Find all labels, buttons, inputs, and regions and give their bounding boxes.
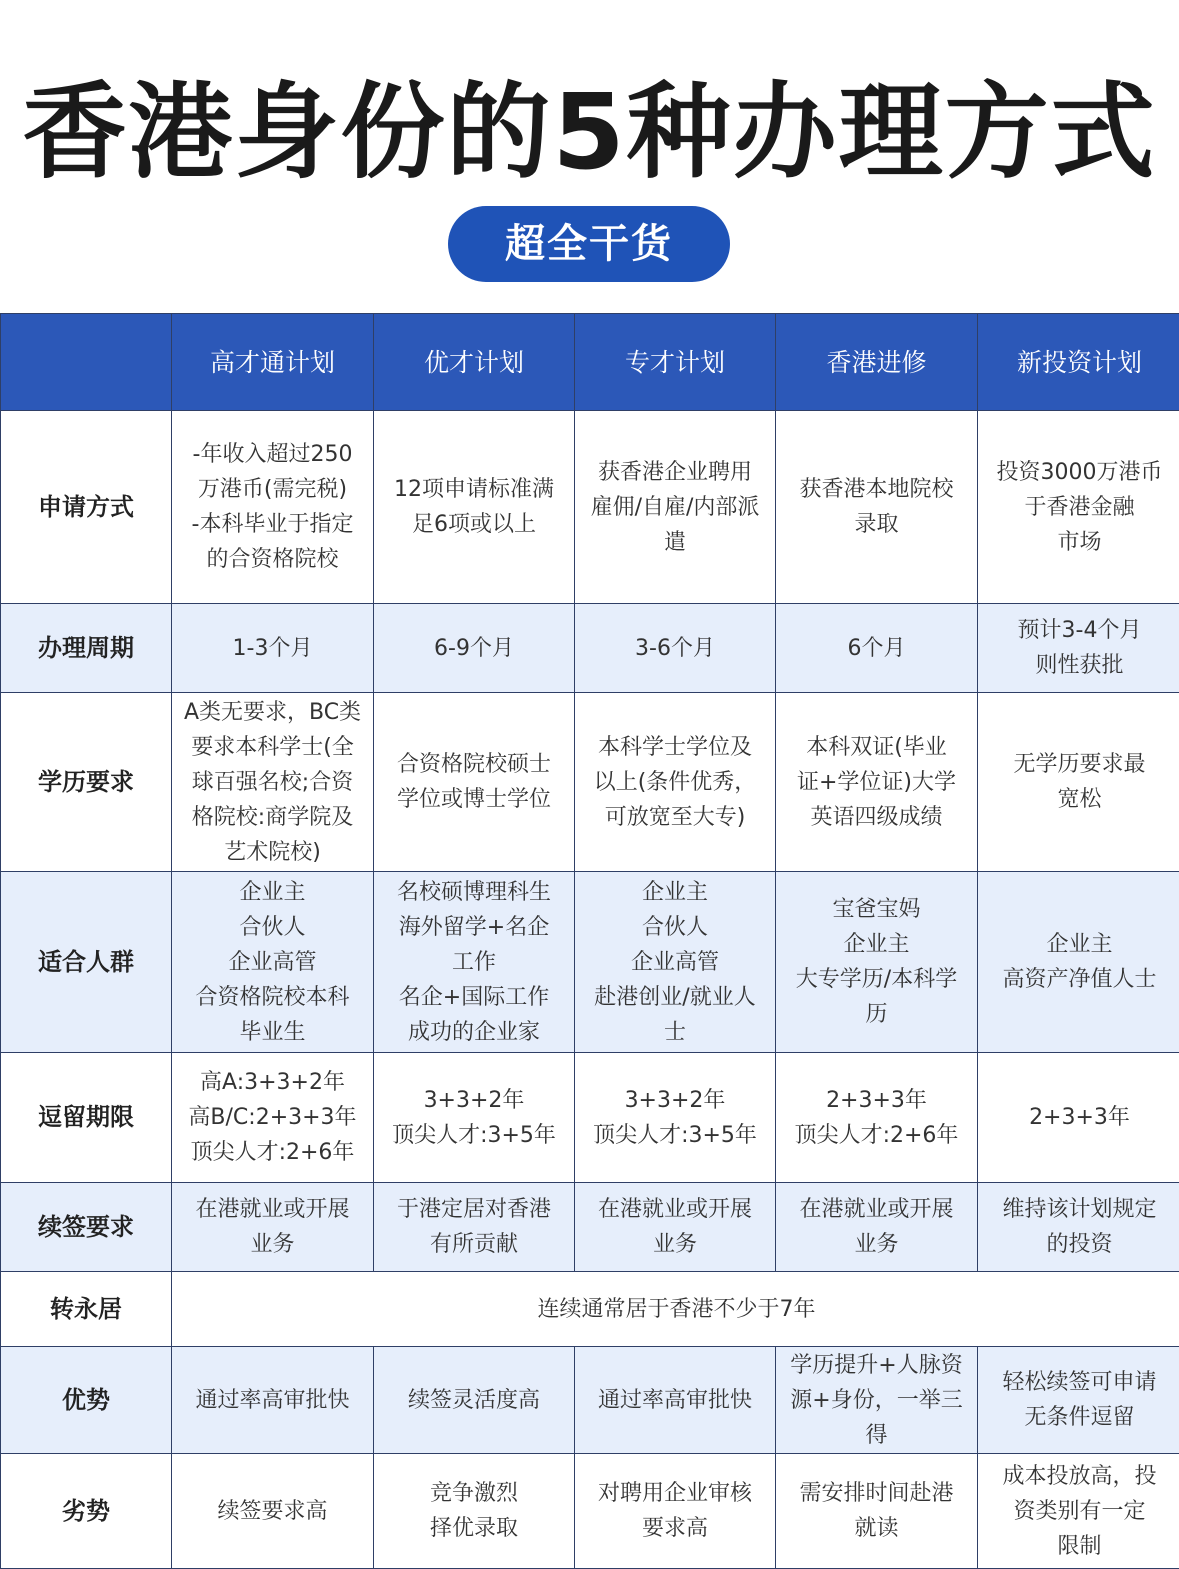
table-row [1, 1183, 1179, 1272]
table-cell: 投资3000万港币 于香港金融 市场 [978, 411, 1179, 604]
table-cell: 通过率高审批快 [575, 1347, 776, 1454]
table-cell: 本科学士学位及 以上(条件优秀， 可放宽至大专) [575, 693, 776, 872]
table-cell: 在港就业或开展 业务 [776, 1183, 978, 1272]
table-cell: 3-6个月 [575, 604, 776, 693]
table-row [1, 693, 1179, 872]
table-cell: 3+3+2年 顶尖人才:3+5年 [374, 1053, 575, 1183]
table-row [1, 411, 1179, 604]
table-cell: 1-3个月 [172, 604, 374, 693]
table-cell: 无学历要求最 宽松 [978, 693, 1179, 872]
table-row [1, 604, 1179, 693]
column-header: 新投资计划 [978, 314, 1179, 411]
table-cell: 在港就业或开展 业务 [575, 1183, 776, 1272]
table-cell: 6个月 [776, 604, 978, 693]
row-header: 适合人群 [1, 872, 172, 1053]
column-header: 专才计划 [575, 314, 776, 411]
table-cell: 名校硕博理科生 海外留学+名企 工作 名企+国际工作 成功的企业家 [374, 872, 575, 1053]
table-cell: 宝爸宝妈 企业主 大专学历/本科学 历 [776, 872, 978, 1053]
row-header: 优势 [1, 1347, 172, 1454]
table-cell: 企业主 合伙人 企业高管 合资格院校本科 毕业生 [172, 872, 374, 1053]
table-cell: 2+3+3年 顶尖人才:2+6年 [776, 1053, 978, 1183]
table-cell: 需安排时间赴港 就读 [776, 1454, 978, 1569]
row-header: 学历要求 [1, 693, 172, 872]
page-title: 香港身份的5种办理方式 [0, 72, 1179, 192]
table-cell: 12项申请标准满 足6项或以上 [374, 411, 575, 604]
table-row [1, 1053, 1179, 1183]
table-cell: 合资格院校硕士 学位或博士学位 [374, 693, 575, 872]
table-row [1, 1347, 1179, 1454]
table-row [1, 1272, 1179, 1347]
column-header: 香港进修 [776, 314, 978, 411]
table-cell: 6-9个月 [374, 604, 575, 693]
row-header: 转永居 [1, 1272, 172, 1347]
column-header: 高才通计划 [172, 314, 374, 411]
row-header: 逗留期限 [1, 1053, 172, 1183]
table-cell: 获香港企业聘用 雇佣/自雇/内部派 遣 [575, 411, 776, 604]
comparison-table [0, 313, 1179, 1569]
table-cell: 2+3+3年 [978, 1053, 1179, 1183]
table-cell: 高A:3+3+2年 高B/C:2+3+3年 顶尖人才:2+6年 [172, 1053, 374, 1183]
table-row [1, 872, 1179, 1053]
table-cell: 成本投放高，投 资类别有一定 限制 [978, 1454, 1179, 1569]
table-cell: 维持该计划规定 的投资 [978, 1183, 1179, 1272]
table-row [1, 1454, 1179, 1569]
table-cell: 通过率高审批快 [172, 1347, 374, 1454]
table-header-row [1, 314, 1179, 411]
table-cell: 学历提升+人脉资 源+身份，一举三 得 [776, 1347, 978, 1454]
row-header: 续签要求 [1, 1183, 172, 1272]
row-header: 办理周期 [1, 604, 172, 693]
table-cell: 续签灵活度高 [374, 1347, 575, 1454]
table-cell: 获香港本地院校 录取 [776, 411, 978, 604]
table-cell: 轻松续签可申请 无条件逗留 [978, 1347, 1179, 1454]
table-cell: 企业主 合伙人 企业高管 赴港创业/就业人 士 [575, 872, 776, 1053]
column-header: 优才计划 [374, 314, 575, 411]
table-cell: 企业主 高资产净值人士 [978, 872, 1179, 1053]
table-cell: 3+3+2年 顶尖人才:3+5年 [575, 1053, 776, 1183]
table-cell: A类无要求，BC类 要求本科学士(全 球百强名校;合资 格院校:商学院及 艺术院校) [172, 693, 374, 872]
row-header: 申请方式 [1, 411, 172, 604]
table-cell: 预计3-4个月 则性获批 [978, 604, 1179, 693]
table-cell: 于港定居对香港 有所贡献 [374, 1183, 575, 1272]
header-corner [1, 314, 172, 411]
row-header: 劣势 [1, 1454, 172, 1569]
merged-cell: 连续通常居于香港不少于7年 [172, 1272, 1179, 1347]
table-cell: 竞争激烈 择优录取 [374, 1454, 575, 1569]
table-cell: -年收入超过250 万港币(需完税) -本科毕业于指定 的合资格院校 [172, 411, 374, 604]
badge: 超全干货 [448, 206, 730, 282]
table-cell: 续签要求高 [172, 1454, 374, 1569]
table-cell: 对聘用企业审核 要求高 [575, 1454, 776, 1569]
table-cell: 在港就业或开展 业务 [172, 1183, 374, 1272]
table-cell: 本科双证(毕业 证+学位证)大学 英语四级成绩 [776, 693, 978, 872]
